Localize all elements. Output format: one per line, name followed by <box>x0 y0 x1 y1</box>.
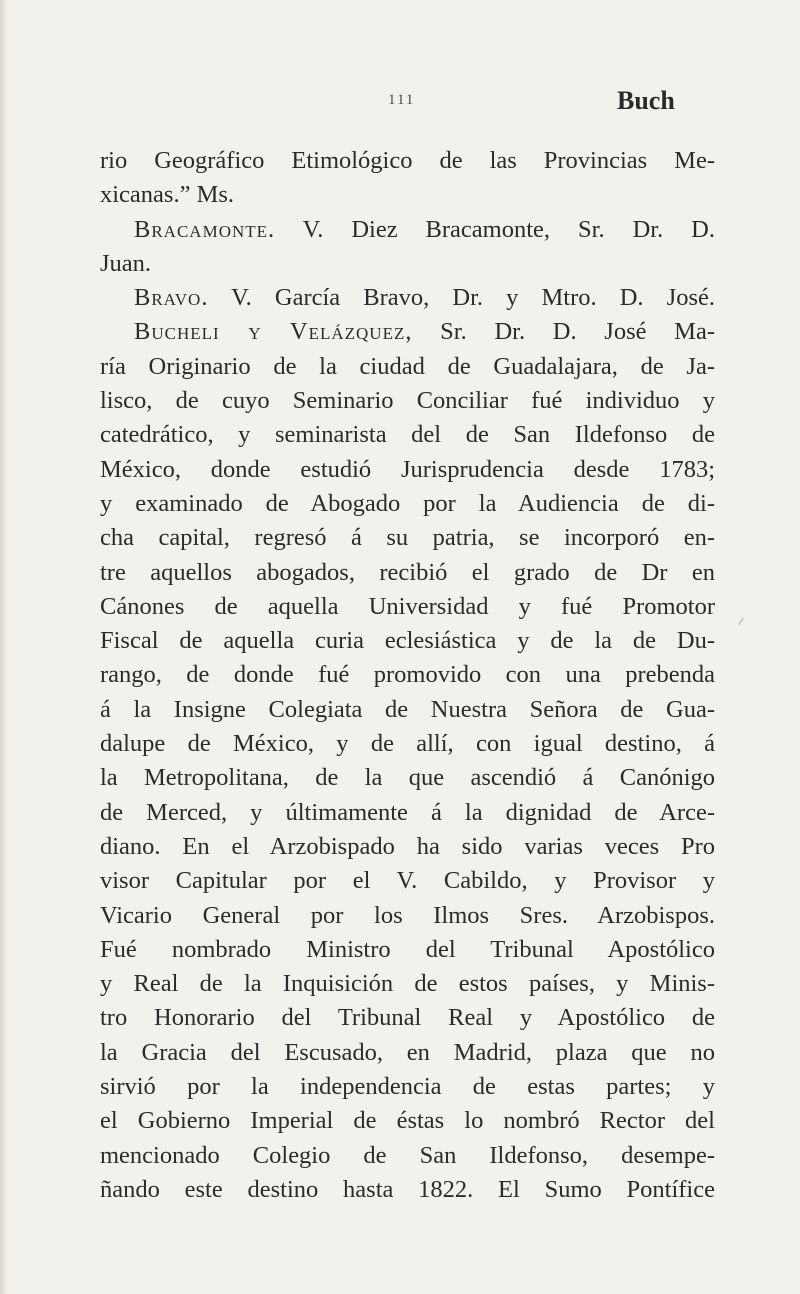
text-line: tro Honorario del Tribunal Real y Apostólico de <box>100 1004 715 1032</box>
page-number: 111 <box>388 92 416 108</box>
text-line: de Merced, y últimamente á la dignidad de Arce- <box>100 798 715 826</box>
text-line: ñando este destino hasta 1822. El Sumo Pontífice <box>100 1175 715 1203</box>
text-line: diano. En el Arzobispado ha sido varias veces Pro <box>100 832 715 860</box>
entry-headword: Bravo. <box>134 284 209 312</box>
text-line: rio Geográfico Etimológico de las Provincias Me- <box>100 147 715 174</box>
entry-headword: Bucheli y Velázquez, <box>134 318 413 346</box>
text-line: rango, de donde fué promovido con una prebenda <box>100 661 715 689</box>
page-header <box>0 86 800 126</box>
text-line: mencionado Colegio de San Ildefonso, desempe- <box>100 1141 715 1169</box>
text-line: Cánones de aquella Universidad y fué Promotor <box>100 592 715 620</box>
text-line: la Metropolitana, de la que ascendió á Canónigo <box>100 764 715 792</box>
text-line: el Gobierno Imperial de éstas lo nombró Rector del <box>100 1107 715 1135</box>
entry-line: Bravo. V. García Bravo, Dr. y Mtro. D. José. <box>134 284 715 312</box>
text-line: y examinado de Abogado por la Audiencia de di- <box>100 489 715 517</box>
text-line: Fué nombrado Ministro del Tribunal Apostólico <box>100 935 715 963</box>
text-line: dalupe de México, y de allí, con igual destino, á <box>100 730 715 758</box>
text-line: y Real de la Inquisición de estos países, y Minis- <box>100 970 715 998</box>
text-line: Vicario General por los Ilmos Sres. Arzobispos. <box>100 901 715 929</box>
text-line: la Gracia del Escusado, en Madrid, plaza que no <box>100 1038 715 1066</box>
text-line: lisco, de cuyo Seminario Conciliar fué individuo y <box>100 387 715 415</box>
text-line: sirvió por la independencia de estas partes; y <box>100 1073 715 1101</box>
text-line: Juan. <box>100 249 152 277</box>
entry-headword: Bracamonte. <box>134 215 276 243</box>
page-edge-shadow <box>0 0 8 1294</box>
text-line: á la Insigne Colegiata de Nuestra Señora de Gua- <box>100 695 715 723</box>
text-line: cha capital, regresó á su patria, se incorporó en- <box>100 524 715 552</box>
body-text <box>100 144 715 1207</box>
stray-pencil-mark <box>738 618 743 625</box>
text-line: catedrático, y seminarista del de San Ildefonso de <box>100 421 715 449</box>
entry-line: Bracamonte. V. Diez Bracamonte, Sr. Dr. D. <box>134 215 715 243</box>
text-line: Fiscal de aquella curia eclesiástica y de la de Du- <box>100 627 715 655</box>
text-line: visor Capitular por el V. Cabildo, y Provisor y <box>100 867 715 895</box>
text-line: ría Originario de la ciudad de Guadalajara, de Ja- <box>100 352 715 380</box>
running-head: Buch <box>617 86 675 115</box>
text-line: tre aquellos abogados, recibió el grado de Dr en <box>100 558 715 586</box>
text-line: México, donde estudió Jurisprudencia desde 1783; <box>100 455 715 483</box>
text-line: xicanas.” Ms. <box>100 181 235 209</box>
entry-line: Bucheli y Velázquez, Sr. Dr. D. José Ma- <box>134 318 716 346</box>
